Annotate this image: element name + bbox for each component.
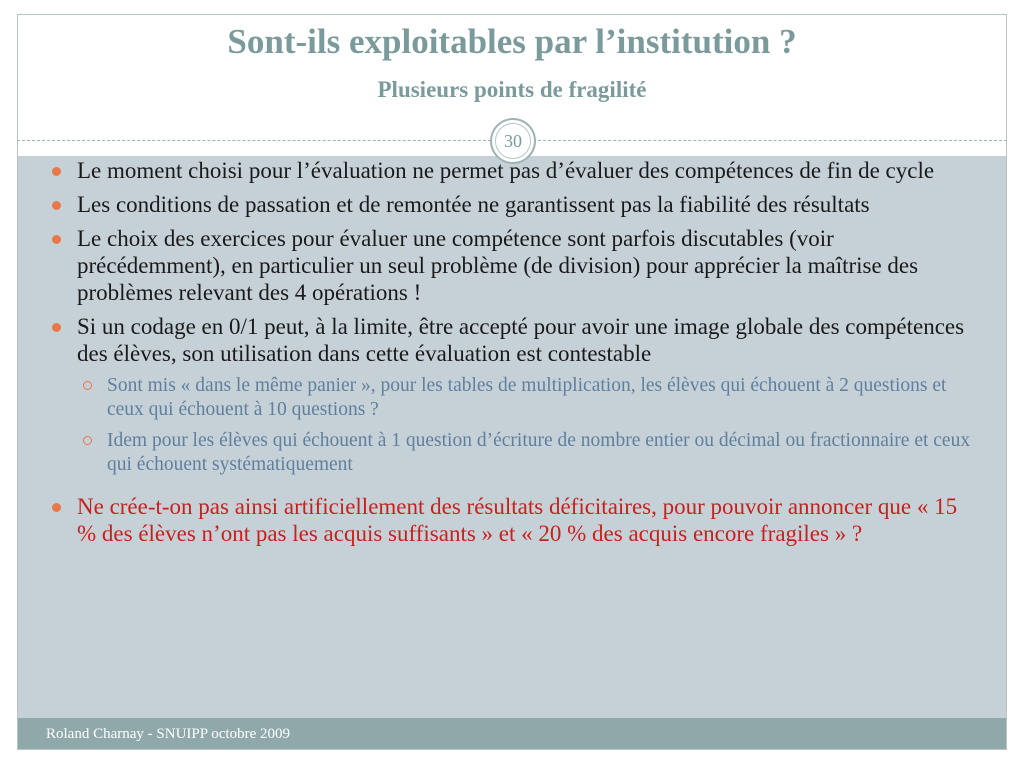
bullet-item — [48, 191, 978, 218]
bullet-item-highlight — [48, 493, 978, 547]
bullet-item — [48, 313, 978, 367]
bullet-dot-icon — [52, 235, 61, 244]
bullet-text: Si un codage en 0/1 peut, à la limite, être accepté pour avoir une image globale des compétences des élèves, son utilisation dans cette évaluation est contestable — [77, 314, 965, 366]
bullet-text: Les conditions de passation et de remontée ne garantissent pas la fiabilité des résultats — [77, 192, 870, 217]
bullet-text: Le moment choisi pour l’évaluation ne permet pas d’évaluer des compétences de fin de cycle — [77, 158, 935, 183]
sub-bullet-item — [77, 429, 978, 477]
sub-bullet-text: Idem pour les élèves qui échouent à 1 question d’écriture de nombre entier ou décimal ou fractionnaire et ceux qui échouent systématiquement — [107, 430, 971, 475]
bullet-item — [48, 157, 978, 184]
bullet-dot-icon — [52, 503, 61, 512]
sub-bullet-item — [77, 374, 978, 422]
bullet-dot-icon — [52, 323, 61, 332]
bullet-dot-icon — [52, 167, 61, 176]
bullet-ring-icon — [83, 436, 92, 445]
footer-text: Roland Charnay - SNUIPP octobre 2009 — [46, 726, 290, 742]
sub-bullet-text: Sont mis « dans le même panier », pour les tables de multiplication, les élèves qui échouent à 2 questions et ceux qui échouent à 10 questions ? — [107, 375, 947, 420]
bullet-item — [48, 225, 978, 306]
bullet-ring-icon — [83, 381, 92, 390]
bullet-list — [48, 157, 978, 554]
bullet-text: Le choix des exercices pour évaluer une compétence sont parfois discutables (voir précédemment), en particulier un seul problème (de division) pour apprécier la maîtrise des problèmes relevant des 4 opérations ! — [77, 226, 919, 305]
page-number: 30 — [504, 131, 522, 151]
slide-title: Sont-ils exploitables par l’institution ? — [227, 22, 797, 61]
bullet-dot-icon — [52, 201, 61, 210]
bullet-text: Ne crée-t-on pas ainsi artificiellement des résultats déficitaires, pour pouvoir annoncer que « 15 % des élèves n’ont pas les acquis suffisants » et « 20 % des acquis encore fragiles » ? — [77, 494, 958, 546]
slide-subtitle: Plusieurs points de fragilité — [377, 77, 647, 102]
